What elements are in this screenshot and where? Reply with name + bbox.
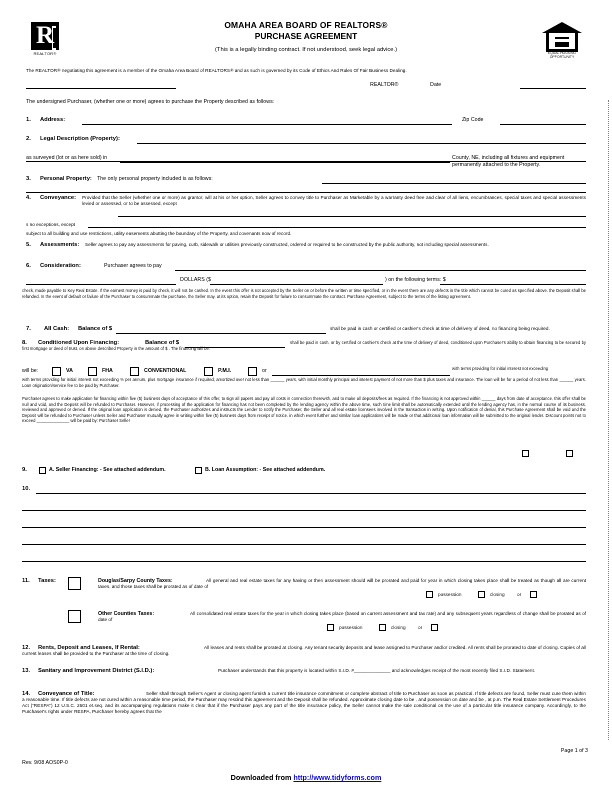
- terms-label: ) on the following terms: $: [385, 277, 446, 283]
- page-title: PURCHASE AGREEMENT: [254, 31, 358, 41]
- other-or-label: or: [418, 625, 423, 630]
- other-closing-label: closing: [391, 625, 406, 630]
- tidyforms-link[interactable]: http://www.tidyforms.com: [293, 773, 382, 782]
- checkbox-pmi[interactable]: [204, 367, 213, 376]
- loan-type-va-label: VA: [66, 368, 73, 374]
- section-12-number: 12.: [22, 645, 31, 651]
- document-subtitle: (This is a legally binding contract. If not understood, seek legal advice.): [214, 47, 398, 53]
- section-13-body: Purchaser understands that this property is located within S.I.D. #______________ and acknowledges receipt of the most recently filed S.I.D. Statement.: [218, 668, 536, 673]
- section-2-number: 2.: [26, 136, 31, 142]
- checkbox-loan-assumption[interactable]: [195, 467, 202, 474]
- section-14-number: 14.: [22, 691, 31, 697]
- eho-caption-line1: EQUAL HOUSING: [547, 51, 577, 55]
- douglas-possession-label: possession: [438, 592, 462, 597]
- section-4-number: 4.: [26, 195, 31, 201]
- realtor-logo-caption: REALTOR®: [33, 51, 57, 56]
- section-8-body: shall be paid in cash, or by certified or cashier's check at the time of delivery of deed, conditioned upon Purchaser's ability to obtain financing to be secured by first mortgage or deed of trust, on above described Property in the amount of $ . The financing will be:: [22, 340, 586, 351]
- scan-edge-artifact: [607, 100, 609, 740]
- download-prefix: Downloaded from: [230, 773, 294, 782]
- realtor-preamble: The REALTOR® negotiating this agreement is a member of the Omaha Area Board of REALTORS® and as such is governed by its Code of Ethics And Rules Of Fair Business Dealing.: [26, 68, 407, 73]
- other-counties-label: Other Counties Taxes:: [98, 611, 155, 617]
- checkbox-discount-seller[interactable]: [566, 450, 573, 457]
- conveyance-line-1[interactable]: [118, 216, 586, 217]
- consideration-words-line[interactable]: [26, 284, 176, 285]
- section-10-line-5[interactable]: [22, 561, 586, 562]
- section-5-number: 5.: [26, 242, 31, 248]
- zip-code-label: Zip Code: [462, 117, 484, 123]
- address-input-line[interactable]: [82, 124, 452, 125]
- section-11-heading: Taxes:: [38, 578, 56, 584]
- section-8-number: 8.: [22, 340, 27, 346]
- section-7-heading: All Cash:: [44, 326, 70, 332]
- section-10-line-2[interactable]: [22, 510, 586, 511]
- financing-will-be-label: will be:: [22, 368, 39, 374]
- checkbox-douglas-closing[interactable]: [478, 591, 485, 598]
- section-9-option-b: B. Loan Assumption: - See attached addendum.: [205, 467, 326, 473]
- section-14-heading: Conveyance of Title:: [38, 691, 95, 697]
- section-1-heading: Address:: [40, 117, 66, 123]
- section-7-number: 7.: [26, 326, 31, 332]
- terms-amount-line[interactable]: [440, 284, 586, 285]
- checkbox-other-closing[interactable]: [379, 624, 386, 631]
- douglas-sarpy-label: Douglas/Sarpy County Taxes:: [98, 578, 173, 584]
- legal-description-continuation: as surveyed (lot or as here sold) in: [26, 155, 108, 161]
- section-6-fineprint: check, made payable to Key Real Estate. If the earnest money is paid by check, it will not be cashed. In the event this offer is not accepted by the Seller on or before the written or time specified, or in the event there are any defects in the title which cannot be cured as specified above, the Deposit shall be refunded. In the event of default or failure of the Purchaser to consummate the purchase, the Seller may, at its option, retain the Deposit for failure to consummate the contract. Purchase Agreement, subject to the terms of the listing agreement.: [22, 288, 586, 299]
- section-6-heading: Consideration:: [40, 263, 81, 269]
- section-7-balance-label: Balance of $: [78, 326, 113, 332]
- eho-caption-line2: OPPORTUNITY: [549, 54, 575, 59]
- section-14-body: Seller shall through Seller's Agent or closing agent furnish a current title insurance commitment or complete abstract of title to Purchaser as soon as practical. If title defects are found, Seller must cure them within a reasonable time. If title defects are not cured within a reasonable time period, the Purchaser may rescind this agreement and the Deposit shall be refunded. Approximate closing date to be , and possession on date and be , at p.m. The Real Estate Settlement Procedures Act ("RESPA") 12 U.S.C. 2601 et.seq. and its accompanying regulations make it clear that if the Purchaser pays any part of the title insurance policy, the Seller cannot make the sale conditional on the use of a particular title insurance company. Accordingly, to the Purchaser's rights under RESPA, Purchaser hereby agrees that the: [22, 691, 586, 714]
- dollars-label: DOLLARS ($: [180, 277, 211, 283]
- section-11-number: 11.: [22, 578, 30, 584]
- checkbox-douglas-sarpy-taxes[interactable]: [68, 577, 81, 590]
- section-9-number: 9.: [22, 467, 27, 473]
- county-label: County, NE, including all fixtures and equipment permanently attached to the Property.: [452, 155, 565, 168]
- checkbox-seller-financing[interactable]: [39, 467, 46, 474]
- intro-text: The undersigned Purchaser, (whether one or more) agrees to purchase the Property described as follows:: [26, 99, 275, 105]
- checkbox-other-other[interactable]: [431, 624, 438, 631]
- section-3-heading: Personal Property:: [40, 176, 92, 182]
- other-possession-label: possession: [339, 625, 363, 630]
- section-9-option-a: A. Seller Financing: - See attached addendum.: [49, 467, 166, 473]
- loan-type-fha-label: FHA: [102, 368, 113, 374]
- section-1-number: 1.: [26, 117, 31, 123]
- section-10-line-4[interactable]: [22, 544, 586, 545]
- checkbox-va[interactable]: [52, 367, 61, 376]
- realtor-signature-line[interactable]: [26, 88, 176, 89]
- section-10-line-1[interactable]: [36, 493, 586, 494]
- date-label: Date: [430, 82, 442, 88]
- checkbox-other-possession[interactable]: [327, 624, 334, 631]
- section-12-heading: Rents, Deposit and Leases, If Rental:: [38, 645, 140, 651]
- checkbox-douglas-possession[interactable]: [426, 591, 433, 598]
- checkbox-other-loan-type[interactable]: [248, 367, 257, 376]
- section-3-body: The only personal property included is as follows:: [97, 176, 213, 182]
- section-6-body: Purchaser agrees to pay: [104, 263, 162, 269]
- loan-type-conventional-label: CONVENTIONAL: [144, 368, 187, 374]
- personal-property-line-1[interactable]: [322, 183, 586, 184]
- section-3-number: 3.: [26, 176, 31, 182]
- loan-type-pmi-label: P.M.I.: [218, 368, 232, 374]
- section-13-heading: Sanitary and Improvement District (S.I.D.):: [38, 668, 155, 674]
- section-8-rate-tail: with terms providing for initial interest not exceeding: [452, 366, 549, 371]
- conveyance-line-2[interactable]: [88, 227, 586, 228]
- section-8-body2: with terms providing for initial interest not exceeding % per annum, plus mortgage insurance if required, amortized over not less than ______ years, with initial monthly principal and interest payment of not more than $ plus taxes and insurance. The loan will be for a period of not less than ______ years. Loan origination/service fee to be paid by Purchaser.: [22, 377, 586, 388]
- section-10-number: 10.: [22, 486, 31, 492]
- checkbox-douglas-other[interactable]: [530, 591, 537, 598]
- download-attribution: [0, 774, 612, 783]
- all-cash-amount-line[interactable]: [116, 333, 326, 334]
- other-counties-body: All consolidated real estate taxes for the year in which closing takes place (based on current assessment and tax rate) and any subsequent years regardless of change shall be prorated as of date of: [98, 611, 586, 622]
- section-10-line-3[interactable]: [22, 527, 586, 528]
- loan-type-other-label: or: [262, 368, 267, 374]
- checkbox-fha[interactable]: [88, 367, 97, 376]
- douglas-sarpy-body: All general and real estate taxes for any having or then assessment should will be prorated and paid for year in which closing takes place shall be treated as though all are current taxes, and those taxes shall be prorated as of date of: [98, 578, 586, 589]
- section-2-heading: Legal Description (Property):: [40, 136, 120, 142]
- section-6-number: 6.: [26, 263, 31, 269]
- consideration-amount-line[interactable]: [175, 270, 586, 271]
- section-5-body: Seller agrees to pay any assessments for paving, curb, sidewalk or utilities previously constructed, ordered or required to be constructed by the public authority, not including special assessments.: [85, 242, 489, 247]
- section-5-heading: Assessments:: [40, 242, 80, 248]
- checkbox-other-counties-taxes[interactable]: [68, 610, 81, 623]
- legal-description-line-1[interactable]: [137, 143, 586, 144]
- realtor-signature-label: REALTOR®: [370, 82, 399, 88]
- checkbox-discount-purchaser[interactable]: [522, 450, 529, 457]
- conveyance-except-label: s no exceptions, except: [26, 222, 75, 227]
- dollars-amount-line[interactable]: [210, 284, 383, 285]
- section-8-balance-label: Balance of $: [145, 340, 180, 346]
- page-number: Page 1 of 3: [560, 748, 588, 754]
- revision-code: Rev. 9/08 AOS0P-0: [22, 760, 68, 766]
- zip-code-input-line[interactable]: [500, 124, 586, 125]
- county-input-line[interactable]: [120, 162, 450, 163]
- section-4-body2: subject to all building and use restrictions, utility easements abutting the boundary of the Property, and covenants now of record.: [26, 231, 292, 236]
- section-4-body: Provided that the Seller (whether one or more) as grantor, will at his or her option, Seller agrees to convey title to Purchaser as Marketable by a warranty deed free and clear of all liens, encumbrances, special taxes and special assessments levied or assessed, or to be assessed, except: [82, 195, 586, 206]
- section-7-body: shall be paid in cash or certified or cashier's check at time of delivery of deed, no financing being required.: [330, 326, 550, 331]
- other-loan-type-line[interactable]: [272, 375, 450, 376]
- douglas-closing-label: closing: [490, 592, 505, 597]
- section-12-body: All leases and rents shall be prorated at closing. Any tenant security deposits and lease assigned to Purchaser and/or credited. All rents shall be prorated to date of closing. Copies of all current leases shall be provided to the Purchaser at the time of closing.: [22, 645, 586, 656]
- organization-title: OMAHA AREA BOARD OF REALTORS®: [224, 20, 388, 30]
- date-line[interactable]: [520, 88, 586, 89]
- section-13-number: 13.: [22, 668, 31, 674]
- section-8-body3: Purchaser agrees to make application for financing within five (5) business days of acceptance of this offer, to sign all papers and pay all costs in connection therewith, and to make all deposits/fees as required. If the financing is not approved within ______ days from date of acceptance, this offer shall be null and void, and the Deposit will be refunded to Purchaser. However, if processing of the application for financing has not been completed by the lending agency within the above time, such time limit shall be automatically extended until the lending agency has, in the normal course of its business, reviewed and approved or denied. If the original loan application is denied, the Purchaser authorizes and instructs the Lender to notify the Purchaser, the Seller and all real estate licensees involved in the transaction in writing. Upon notification of denial, this Purchase Agreement shall be void and the Deposit will be refunded to Purchaser unless Seller and Purchaser mutually agree in writing within five (5) business days from receipt of notice, in which event further and similar loan applications will be made or that additional loan information will be submitted to the original lender. Discount points not to exceed ______________ will be paid by: Purchaser Seller: [22, 396, 586, 424]
- section-4-heading: Conveyance:: [40, 195, 77, 201]
- checkbox-conventional[interactable]: [130, 367, 139, 376]
- section-8-heading: Conditioned Upon Financing:: [38, 340, 120, 346]
- douglas-or-label: or: [517, 592, 522, 597]
- personal-property-line-2[interactable]: [26, 192, 586, 193]
